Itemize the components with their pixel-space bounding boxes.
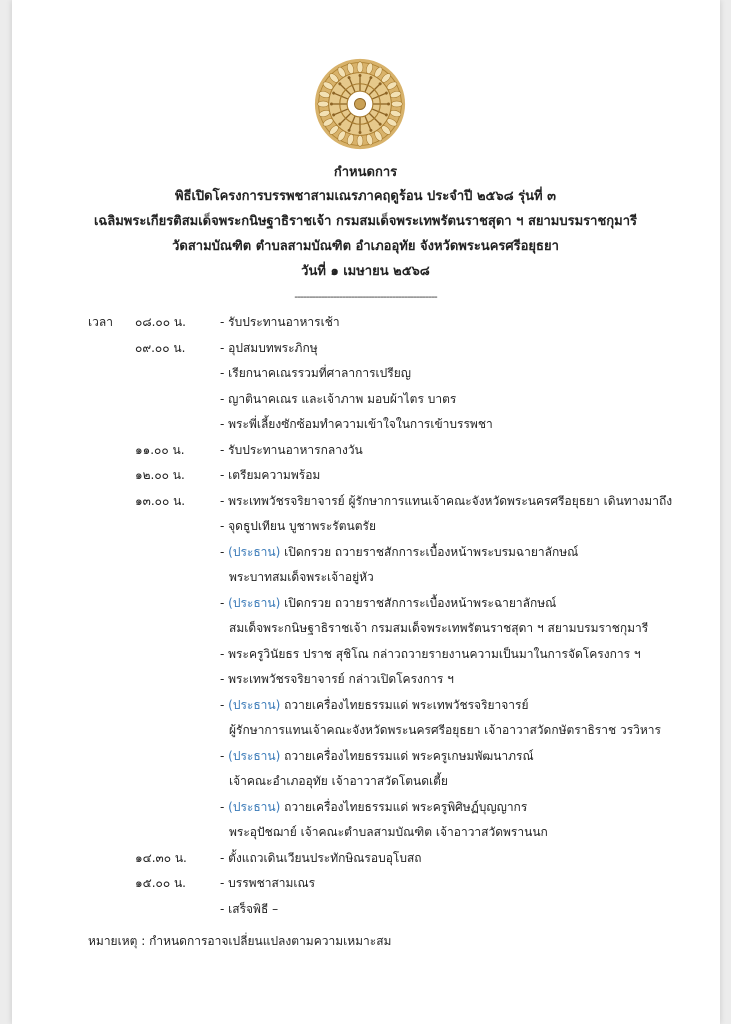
schedule-time: ๑๓.๐๐ น. bbox=[135, 493, 186, 508]
schedule-row bbox=[0, 696, 731, 722]
schedule-item: - พระพี่เลี้ยงซักซ้อมทำความเข้าใจในการเข้าบรรพชา bbox=[220, 417, 493, 431]
schedule-item: - เสร็จพิธี – bbox=[220, 901, 279, 916]
footnote: หมายเหตุ : กำหนดการอาจเปลี่ยนแปลงตามความเหมาะสม bbox=[88, 934, 392, 948]
schedule-row bbox=[0, 466, 731, 492]
schedule-row bbox=[0, 670, 731, 696]
chairperson-tag: (ประธาน) bbox=[228, 799, 281, 814]
schedule-time: ๑๔.๓๐ น. bbox=[135, 850, 187, 865]
schedule-item: - (ประธาน) ถวายเครื่องไทยธรรมแด่ พระครูเกษมพัฒนาภรณ์ bbox=[220, 748, 534, 763]
schedule-item: - (ประธาน) เปิดกรวย ถวายราชสักการะเบื้องหน้าพระบรมฉายาลักษณ์ bbox=[220, 544, 579, 559]
schedule-row bbox=[0, 339, 731, 365]
schedule-item-text: เปิดกรวย ถวายราชสักการะเบื้องหน้าพระบรมฉายาลักษณ์ bbox=[284, 544, 579, 559]
schedule-time: ๑๕.๐๐ น. bbox=[135, 876, 186, 890]
schedule-item: - เรียกนาคเณรรวมที่ศาลาการเปรียญ bbox=[220, 366, 411, 380]
schedule-row bbox=[0, 543, 731, 569]
schedule-item-continuation: พระอุปัชฌาย์ เจ้าคณะตำบลสามบัณฑิต เจ้าอาวาสวัดพรานนก bbox=[229, 825, 548, 839]
schedule-item-continuation: ผู้รักษาการแทนเจ้าคณะจังหวัดพระนครศรีอยุธยา เจ้าอาวาสวัดกษัตราธิราช วรวิหาร bbox=[229, 723, 661, 737]
schedule-row bbox=[0, 798, 731, 824]
schedule-row bbox=[0, 849, 731, 875]
schedule-row bbox=[0, 313, 731, 339]
schedule-item: - บรรพชาสามเณร bbox=[220, 876, 316, 890]
date-line: วันที่ ๑ เมษายน ๒๕๖๘ bbox=[301, 264, 430, 279]
schedule-item: - อุปสมบทพระภิกษุ bbox=[220, 340, 318, 355]
schedule-row bbox=[0, 441, 731, 467]
schedule-time: ๐๘.๐๐ น. bbox=[135, 315, 186, 329]
chairperson-tag: (ประธาน) bbox=[228, 544, 281, 559]
schedule-row bbox=[0, 415, 731, 441]
schedule-item: - จุดธูปเทียน บูชาพระรัตนตรัย bbox=[220, 519, 376, 533]
schedule-row bbox=[0, 747, 731, 773]
schedule-item: - เตรียมความพร้อม bbox=[220, 468, 321, 482]
schedule-time: ๑๑.๐๐ น. bbox=[135, 442, 185, 457]
schedule-row bbox=[0, 772, 731, 798]
schedule-item-text: ถวายเครื่องไทยธรรมแด่ พระครูพิศิษฏ์บุญญากร bbox=[284, 799, 528, 814]
schedule-item: - ญาตินาคเณร และเจ้าภาพ มอบผ้าไตร บาตร bbox=[220, 391, 457, 406]
chairperson-tag: (ประธาน) bbox=[228, 595, 281, 610]
schedule-time: ๐๙.๐๐ น. bbox=[135, 340, 186, 355]
schedule-item-text: ถวายเครื่องไทยธรรมแด่ พระเทพวัชรจริยาจารย์ bbox=[284, 697, 529, 712]
schedule-row bbox=[0, 900, 731, 926]
divider-line: ------------------------------------------------ bbox=[294, 290, 437, 303]
schedule-item: - พระเทพวัชรจริยาจารย์ กล่าวเปิดโครงการ ฯ bbox=[220, 672, 454, 686]
schedule-item: - รับประทานอาหารเช้า bbox=[220, 315, 340, 329]
schedule-item-continuation: พระบาทสมเด็จพระเจ้าอยู่หัว bbox=[229, 570, 374, 584]
schedule-row bbox=[0, 390, 731, 416]
schedule-item: - พระเทพวัชรจริยาจารย์ ผู้รักษาการแทนเจ้าคณะจังหวัดพระนครศรีอยุธยา เดินทางมาถึง bbox=[220, 493, 673, 508]
schedule-item-continuation: สมเด็จพระกนิษฐาธิราชเจ้า กรมสมเด็จพระเทพรัตนราชสุดา ฯ สยามบรมราชกุมารี bbox=[229, 621, 649, 635]
schedule-list bbox=[0, 313, 731, 925]
ceremony-title: พิธีเปิดโครงการบรรพชาสามเณรภาคฤดูร้อน ประจำปี ๒๕๖๘ รุ่นที่ ๓ bbox=[174, 189, 557, 204]
dedication-line: เฉลิมพระเกียรติสมเด็จพระกนิษฐาธิราชเจ้า กรมสมเด็จพระเทพรัตนราชสุดา ฯ สยามบรมราชกุมารี bbox=[93, 214, 638, 229]
schedule-item: - รับประทานอาหารกลางวัน bbox=[220, 442, 363, 457]
schedule-row bbox=[0, 517, 731, 543]
schedule-row bbox=[0, 645, 731, 671]
schedule-time: ๑๒.๐๐ น. bbox=[135, 468, 185, 482]
schedule-row bbox=[0, 594, 731, 620]
dharma-wheel-emblem-icon bbox=[314, 58, 406, 150]
document-title: กำหนดการ bbox=[333, 165, 398, 180]
schedule-row bbox=[0, 364, 731, 390]
time-label: เวลา bbox=[88, 315, 113, 329]
chairperson-tag: (ประธาน) bbox=[228, 748, 281, 763]
schedule-item: - พระครูวินัยธร ปราช สุชิโณ กล่าวถวายรายงานความเป็นมาในการจัดโครงการ ฯ bbox=[220, 646, 641, 661]
schedule-row bbox=[0, 619, 731, 645]
schedule-item: - ตั้งแถวเดินเวียนประทักษิณรอบอุโบสถ bbox=[220, 850, 422, 865]
schedule-item: - (ประธาน) ถวายเครื่องไทยธรรมแด่ พระครูพิศิษฏ์บุญญากร bbox=[220, 799, 528, 814]
schedule-row bbox=[0, 823, 731, 849]
schedule-item-continuation: เจ้าคณะอำเภออุทัย เจ้าอาวาสวัดโตนดเตี้ย bbox=[229, 774, 448, 788]
schedule-row bbox=[0, 721, 731, 747]
schedule-item-text: เปิดกรวย ถวายราชสักการะเบื้องหน้าพระฉายาลักษณ์ bbox=[284, 595, 557, 610]
schedule-item: - (ประธาน) เปิดกรวย ถวายราชสักการะเบื้องหน้าพระฉายาลักษณ์ bbox=[220, 595, 557, 610]
venue-line: วัดสามบัณฑิต ตำบลสามบัณฑิต อำเภออุทัย จังหวัดพระนครศรีอยุธยา bbox=[172, 239, 559, 254]
schedule-row bbox=[0, 874, 731, 900]
schedule-item-text: ถวายเครื่องไทยธรรมแด่ พระครูเกษมพัฒนาภรณ์ bbox=[284, 748, 534, 763]
schedule-row bbox=[0, 492, 731, 518]
schedule-row bbox=[0, 568, 731, 594]
chairperson-tag: (ประธาน) bbox=[228, 697, 281, 712]
schedule-item: - (ประธาน) ถวายเครื่องไทยธรรมแด่ พระเทพวัชรจริยาจารย์ bbox=[220, 697, 529, 712]
